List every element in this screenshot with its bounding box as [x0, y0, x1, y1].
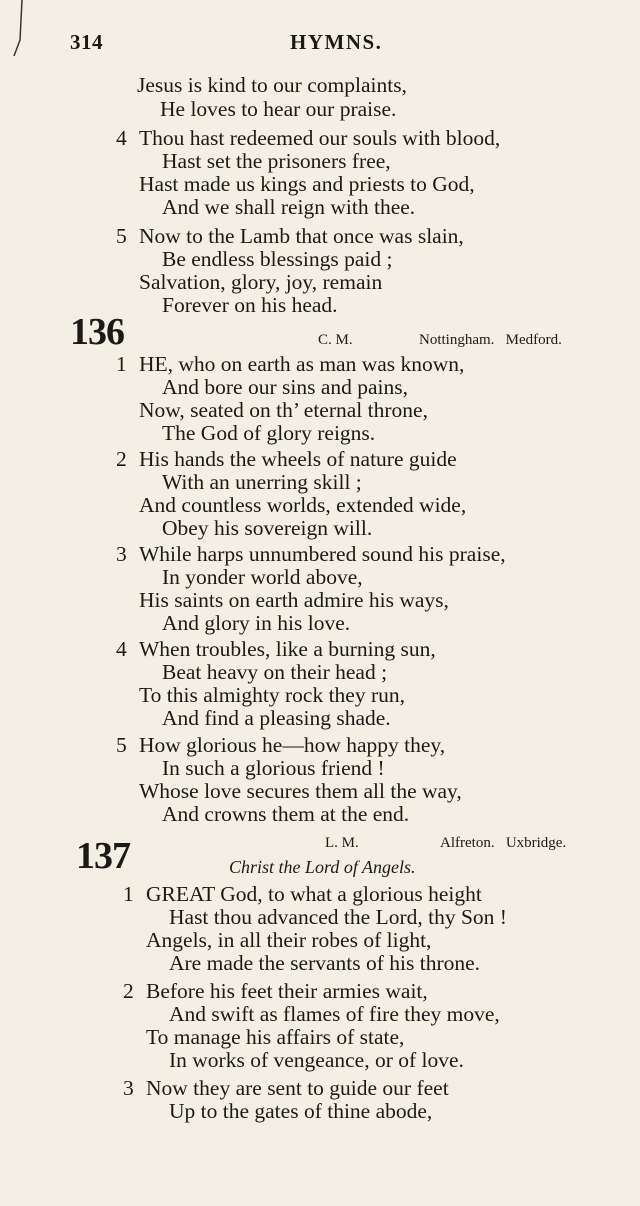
verse-number: 3 — [116, 542, 127, 566]
verse-number: 2 — [116, 447, 127, 471]
verse-line: And countless worlds, extended wide, — [139, 493, 467, 517]
verse-number: 5 — [116, 733, 127, 757]
verse-line: Before his feet their armies wait, — [146, 979, 428, 1003]
hymn-number: 137 — [76, 835, 130, 877]
running-title: HYMNS. — [290, 30, 383, 54]
hymn-tunes: Alfreton. Uxbridge. — [440, 835, 567, 851]
verse-number: 4 — [116, 637, 127, 661]
verse-line: His hands the wheels of nature guide — [139, 447, 457, 471]
verse-line: His saints on earth admire his ways, — [139, 588, 449, 612]
verse-line: Hast made us kings and priests to God, — [139, 172, 475, 196]
hymn-tunes: Nottingham. Medford. — [419, 332, 562, 348]
verse-line: In yonder world above, — [162, 565, 363, 589]
verse-line: To manage his affairs of state, — [146, 1025, 405, 1049]
verse-line: Now to the Lamb that once was slain, — [139, 224, 464, 248]
verse-line: While harps unnumbered sound his praise, — [139, 542, 506, 566]
verse-number: 1 — [116, 352, 127, 376]
verse-line: Hast thou advanced the Lord, thy Son ! — [169, 905, 507, 929]
hymn-meter: L. M. — [325, 835, 359, 851]
verse-line: In works of vengeance, or of love. — [169, 1048, 464, 1072]
verse-line: And glory in his love. — [162, 611, 351, 635]
verse-line: Jesus is kind to our complaints, — [137, 73, 407, 97]
page-edge-mark — [8, 0, 30, 60]
verse-line: And bore our sins and pains, — [162, 375, 409, 399]
verse-line: Are made the servants of his throne. — [169, 951, 481, 975]
verse-line: Beat heavy on their head ; — [162, 660, 388, 684]
verse-line: Whose love secures them all the way, — [139, 779, 462, 803]
verse-line: Now they are sent to guide our feet — [146, 1076, 449, 1100]
verse-number: 1 — [123, 882, 134, 906]
verse-line: To this almighty rock they run, — [139, 683, 406, 707]
verse-line: How glorious he—how happy they, — [139, 733, 446, 757]
verse-number: 2 — [123, 979, 134, 1003]
verse-line: He loves to hear our praise. — [160, 97, 397, 121]
verse-number: 3 — [123, 1076, 134, 1100]
hymn-number: 136 — [70, 311, 124, 353]
verse-number: 5 — [116, 224, 127, 248]
verse-line: Angels, in all their robes of light, — [146, 928, 432, 952]
verse-line: And find a pleasing shade. — [162, 706, 391, 730]
verse-line: HE, who on earth as man was known, — [139, 352, 465, 376]
page-number: 314 — [70, 30, 103, 54]
verse-line: The God of glory reigns. — [162, 421, 376, 445]
verse-line: And swift as flames of fire they move, — [169, 1002, 500, 1026]
verse-line: Obey his sovereign will. — [162, 516, 373, 540]
verse-number: 4 — [116, 126, 127, 150]
verse-line: Now, seated on th’ eternal throne, — [139, 398, 428, 422]
verse-line: Forever on his head. — [162, 293, 338, 317]
verse-line: Hast set the prisoners free, — [162, 149, 391, 173]
verse-line: GREAT God, to what a glorious height — [146, 882, 482, 906]
hymn-meter: C. M. — [318, 332, 353, 348]
verse-line: Salvation, glory, joy, remain — [139, 270, 383, 294]
verse-line: With an unerring skill ; — [162, 470, 362, 494]
verse-line: Thou hast redeemed our souls with blood, — [139, 126, 501, 150]
verse-line: In such a glorious friend ! — [162, 756, 385, 780]
verse-line: And we shall reign with thee. — [162, 195, 416, 219]
verse-line: Be endless blessings paid ; — [162, 247, 393, 271]
verse-line: Up to the gates of thine abode, — [169, 1099, 433, 1123]
verse-line: When troubles, like a burning sun, — [139, 637, 436, 661]
hymn-subtitle: Christ the Lord of Angels. — [229, 857, 416, 877]
verse-line: And crowns them at the end. — [162, 802, 410, 826]
